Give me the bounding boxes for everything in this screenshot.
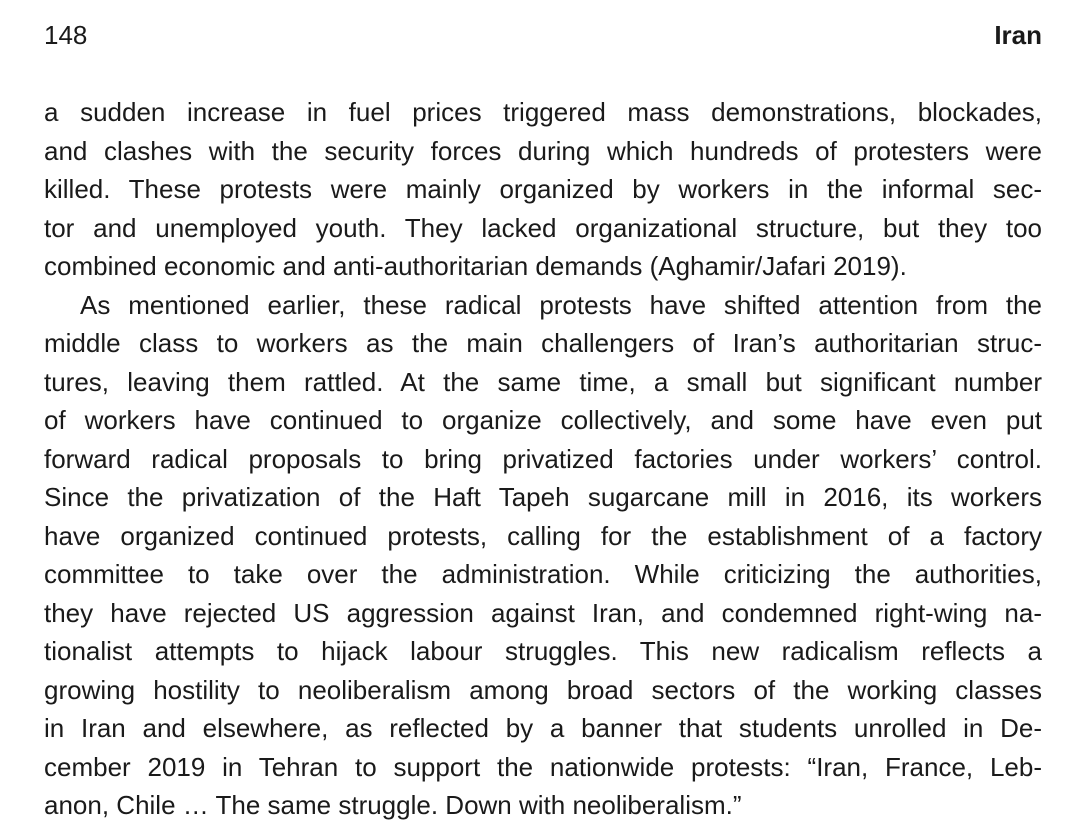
text-line: tor and unemployed youth. They lacked organizational structure, but they too [44,212,1042,243]
text-line: anon, Chile … The same struggle. Down with neoliberalism.” [44,790,742,820]
text-line: a sudden increase in fuel prices triggered mass demonstrations, blockades, [44,97,1042,127]
paragraph-continued [44,93,1042,286]
text-line: As mentioned earlier, these radical protests have shifted attention from the [80,289,1042,320]
text-line: tionalist attempts to hijack labour struggles. This new radicalism reflects a [44,636,1042,666]
text-line: in Iran and elsewhere, as reflected by a banner that students unrolled in De- [44,713,1042,743]
text-line: cember 2019 in Tehran to support the nationwide protests: “Iran, France, Leb- [44,751,1042,782]
page-header [44,18,1042,52]
text-line: forward radical proposals to bring privatized factories under workers’ control. [44,443,1042,474]
body-text [44,93,1042,825]
text-line: tures, leaving them rattled. At the same time, a small but significant number [44,366,1042,397]
running-head: Iran [994,20,1042,50]
text-line: they have rejected US aggression against Iran, and condemned right-wing na- [44,597,1042,628]
text-line: and clashes with the security forces during which hundreds of protesters were [44,135,1042,166]
text-line: have organized continued protests, calling for the establishment of a factory [44,520,1042,551]
text-line: committee to take over the administration. While criticizing the authorities, [44,559,1042,589]
paragraph [44,286,1042,825]
text-line: killed. These protests were mainly organized by workers in the informal sec- [44,174,1042,204]
text-line: Since the privatization of the Haft Tapeh sugarcane mill in 2016, its workers [44,482,1042,512]
page-number: 148 [44,20,88,50]
text-line: growing hostility to neoliberalism among broad sectors of the working classes [44,674,1042,705]
text-line: of workers have continued to organize collectively, and some have even put [44,405,1042,435]
text-line: middle class to workers as the main challengers of Iran’s authoritarian struc- [44,328,1042,358]
text-line: combined economic and anti-authoritarian demands (Aghamir/Jafari 2019). [44,251,907,281]
